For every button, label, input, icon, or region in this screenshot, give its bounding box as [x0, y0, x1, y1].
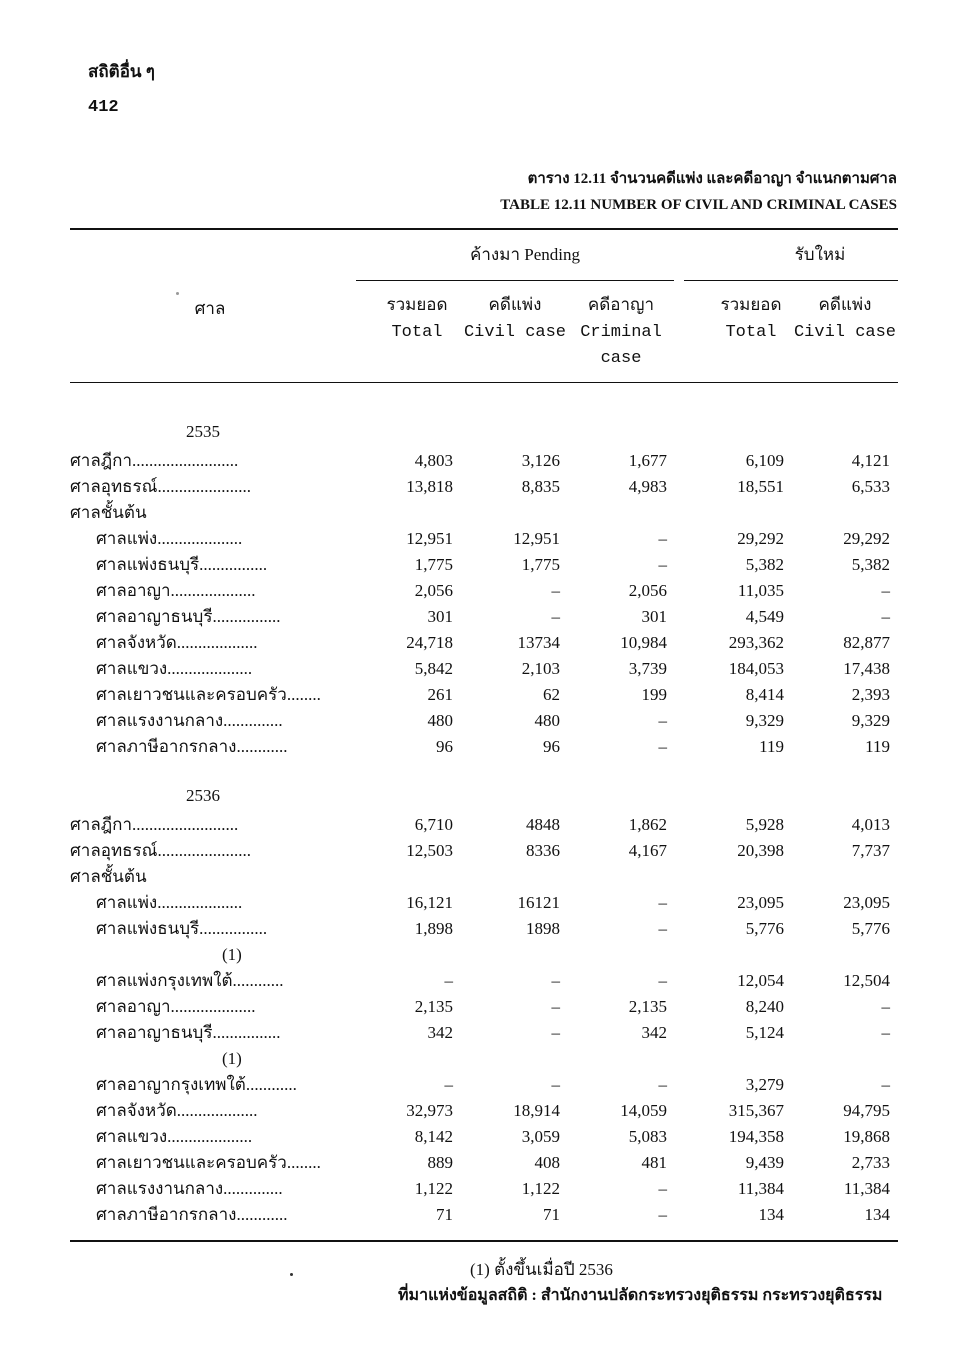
- cell-value: –: [881, 581, 890, 600]
- cell-value: 1,775: [521, 555, 560, 574]
- court-name: ศาลแขวง....................: [96, 1127, 253, 1146]
- cell-value: 3,059: [521, 1127, 560, 1146]
- cell-value: –: [658, 1205, 667, 1224]
- table-row: [0, 734, 966, 760]
- scan-speck: [290, 1273, 293, 1276]
- cell-value: 2,056: [414, 581, 453, 600]
- cell-value: 19,868: [843, 1127, 890, 1146]
- cell-value: –: [551, 581, 560, 600]
- cell-value: –: [658, 893, 667, 912]
- cell-value: 8,835: [521, 477, 560, 496]
- cell-value: 2,733: [851, 1153, 890, 1172]
- table-bottom-rule: [70, 1240, 898, 1242]
- cell-value: 4,803: [414, 451, 453, 470]
- cell-value: 23,095: [843, 893, 890, 912]
- cell-value: 20,398: [737, 841, 784, 860]
- header-bottom-rule: [70, 382, 898, 383]
- cell-value: 96: [543, 737, 560, 756]
- cell-value: 9,329: [851, 711, 890, 730]
- table-row: [0, 552, 966, 578]
- cell-value: 16,121: [406, 893, 453, 912]
- cell-value: 9,329: [745, 711, 784, 730]
- cell-value: 3,279: [745, 1075, 784, 1094]
- table-row: [0, 630, 966, 656]
- cell-value: –: [444, 971, 453, 990]
- cell-value: 342: [641, 1023, 667, 1042]
- cell-value: –: [551, 607, 560, 626]
- table-row: [0, 656, 966, 682]
- table-row: [0, 604, 966, 630]
- table-row: [0, 1072, 966, 1098]
- pending-criminal-header: คดีอาญา Criminal case: [580, 297, 662, 368]
- cell-value: –: [658, 711, 667, 730]
- cell-value: 315,367: [728, 1101, 784, 1120]
- year-heading: 2535: [186, 422, 220, 441]
- cell-value: 12,951: [513, 529, 560, 548]
- cell-value: 32,973: [406, 1101, 453, 1120]
- page-number: 412: [88, 98, 119, 117]
- table-row: [0, 1202, 966, 1228]
- table-row: [0, 578, 966, 604]
- cell-value: 5,382: [745, 555, 784, 574]
- court-name: ศาลชั้นต้น: [70, 867, 147, 886]
- table-row: [0, 1098, 966, 1124]
- table-row: [0, 968, 966, 994]
- note-marker: (1): [222, 1049, 242, 1068]
- table-row: [0, 1020, 966, 1046]
- source-note: ที่มาแห่งข้อมูลสถิติ : สำนักงานปลัดกระทรวงยุติธรรม กระทรวงยุติธรรม: [398, 1287, 883, 1304]
- cell-value: 1,122: [414, 1179, 453, 1198]
- court-name: ศาลเยาวชนและครอบครัว........: [96, 685, 321, 704]
- cell-value: –: [444, 1075, 453, 1094]
- court-name: ศาลจังหวัด...................: [96, 1101, 258, 1120]
- cell-value: 1898: [526, 919, 560, 938]
- cell-value: 2,393: [851, 685, 890, 704]
- cell-value: –: [551, 971, 560, 990]
- cell-value: 12,504: [843, 971, 890, 990]
- table-row: [0, 682, 966, 708]
- cell-value: 2,135: [414, 997, 453, 1016]
- cell-value: 16121: [517, 893, 560, 912]
- cell-value: 4,983: [628, 477, 667, 496]
- table-row: [0, 474, 966, 500]
- cell-value: 11,384: [737, 1179, 784, 1198]
- year-heading: 2536: [186, 786, 220, 805]
- cell-value: –: [658, 919, 667, 938]
- new-civil-header: คดีแพ่ง Civil case: [793, 297, 897, 342]
- cell-value: 29,292: [843, 529, 890, 548]
- cell-value: 9,439: [745, 1153, 784, 1172]
- cell-value: 4,121: [851, 451, 890, 470]
- cell-value: 1,122: [521, 1179, 560, 1198]
- cell-value: –: [551, 997, 560, 1016]
- cell-value: –: [881, 997, 890, 1016]
- table-row: [0, 994, 966, 1020]
- cell-value: 301: [641, 607, 667, 626]
- cell-value: 5,776: [745, 919, 784, 938]
- cell-value: 62: [543, 685, 560, 704]
- cell-value: 8,240: [745, 997, 784, 1016]
- table-title-en: TABLE 12.11 NUMBER OF CIVIL AND CRIMINAL CASES: [500, 197, 897, 213]
- cell-value: 4,549: [745, 607, 784, 626]
- cell-value: 184,053: [728, 659, 784, 678]
- pending-group-rule: [356, 280, 674, 281]
- cell-value: 3,739: [628, 659, 667, 678]
- court-name: ศาลอาญาธนบุรี................: [96, 1023, 281, 1042]
- court-column-header: ศาล: [194, 299, 226, 318]
- table-row: [0, 526, 966, 552]
- table-row: [0, 890, 966, 916]
- cell-value: 8,142: [414, 1127, 453, 1146]
- cell-value: –: [881, 1023, 890, 1042]
- table-row: [0, 708, 966, 734]
- cell-value: 71: [436, 1205, 453, 1224]
- table-row: [0, 500, 966, 526]
- cell-value: 4,013: [851, 815, 890, 834]
- cell-value: 8,414: [745, 685, 784, 704]
- cell-value: –: [658, 529, 667, 548]
- table-row: [0, 1176, 966, 1202]
- cell-value: –: [658, 1075, 667, 1094]
- cell-value: 480: [427, 711, 453, 730]
- table-row: [0, 1046, 966, 1072]
- table-row: [0, 942, 966, 968]
- cell-value: 12,054: [737, 971, 784, 990]
- cell-value: 18,551: [737, 477, 784, 496]
- court-name: ศาลแรงงานกลาง..............: [96, 1179, 283, 1198]
- table-title: [500, 166, 897, 218]
- cell-value: 71: [543, 1205, 560, 1224]
- table-top-rule: [70, 228, 898, 230]
- cell-value: 342: [427, 1023, 453, 1042]
- cell-value: 5,928: [745, 815, 784, 834]
- cell-value: 1,862: [628, 815, 667, 834]
- new-group-header: รับใหม่: [794, 245, 846, 264]
- note-marker: (1): [222, 945, 242, 964]
- cell-value: 194,358: [728, 1127, 784, 1146]
- new-total-header: รวมยอด Total: [720, 297, 782, 342]
- cell-value: 2,056: [628, 581, 667, 600]
- cell-value: 293,362: [728, 633, 784, 652]
- page-header: [88, 54, 155, 126]
- cell-value: –: [658, 737, 667, 756]
- cell-value: 5,776: [851, 919, 890, 938]
- table-row: [0, 864, 966, 890]
- court-name: ศาลภาษีอากรกลาง............: [96, 1205, 288, 1224]
- cell-value: –: [881, 607, 890, 626]
- cell-value: 889: [427, 1153, 453, 1172]
- cell-value: 4,167: [628, 841, 667, 860]
- court-name: ศาลแพ่ง....................: [96, 529, 243, 548]
- court-name: ศาลแพ่งธนบุรี................: [96, 919, 268, 938]
- court-name: ศาลชั้นต้น: [70, 503, 147, 522]
- cell-value: 6,109: [745, 451, 784, 470]
- court-name: ศาลแพ่งกรุงเทพใต้............: [96, 971, 284, 990]
- cell-value: 134: [758, 1205, 784, 1224]
- cell-value: 408: [534, 1153, 560, 1172]
- cell-value: 5,382: [851, 555, 890, 574]
- new-group-rule: [684, 280, 898, 281]
- cell-value: 96: [436, 737, 453, 756]
- table-row: [0, 812, 966, 838]
- table-row: [0, 1124, 966, 1150]
- cell-value: 94,795: [843, 1101, 890, 1120]
- cell-value: 301: [427, 607, 453, 626]
- cell-value: –: [881, 1075, 890, 1094]
- footnote: (1) ตั้งขึ้นเมื่อปี 2536: [470, 1260, 613, 1279]
- table-row: [0, 838, 966, 864]
- table-row: [0, 1150, 966, 1176]
- cell-value: 6,710: [414, 815, 453, 834]
- cell-value: 134: [864, 1205, 890, 1224]
- court-name: ศาลอาญา....................: [96, 581, 256, 600]
- court-name: ศาลฎีกา.........................: [70, 451, 239, 470]
- pending-total-header: รวมยอด Total: [386, 297, 448, 342]
- pending-civil-header: คดีแพ่ง Civil case: [463, 297, 567, 342]
- court-name: ศาลอาญาธนบุรี................: [96, 607, 281, 626]
- court-name: ศาลอาญากรุงเทพใต้............: [96, 1075, 297, 1094]
- court-name: ศาลฎีกา.........................: [70, 815, 239, 834]
- table-row: [0, 448, 966, 474]
- cell-value: 24,718: [406, 633, 453, 652]
- cell-value: 7,737: [851, 841, 890, 860]
- cell-value: 5,124: [745, 1023, 784, 1042]
- cell-value: –: [658, 971, 667, 990]
- court-name: ศาลแพ่งธนบุรี................: [96, 555, 268, 574]
- cell-value: 12,951: [406, 529, 453, 548]
- cell-value: 5,842: [414, 659, 453, 678]
- cell-value: 18,914: [513, 1101, 560, 1120]
- cell-value: 2,135: [628, 997, 667, 1016]
- court-name: ศาลจังหวัด...................: [96, 633, 258, 652]
- cell-value: 82,877: [843, 633, 890, 652]
- cell-value: 13,818: [406, 477, 453, 496]
- cell-value: 14,059: [620, 1101, 667, 1120]
- court-name: ศาลแขวง....................: [96, 659, 253, 678]
- cell-value: –: [551, 1023, 560, 1042]
- cell-value: 11,035: [737, 581, 784, 600]
- court-name: ศาลภาษีอากรกลาง............: [96, 737, 288, 756]
- cell-value: 261: [427, 685, 453, 704]
- court-name: ศาลแรงงานกลาง..............: [96, 711, 283, 730]
- table-title-th: ตาราง 12.11 จำนวนคดีแพ่ง และคดีอาญา จำแนกตามศาล: [527, 171, 897, 187]
- cell-value: –: [658, 1179, 667, 1198]
- cell-value: 119: [865, 737, 890, 756]
- cell-value: 17,438: [843, 659, 890, 678]
- cell-value: 1,677: [628, 451, 667, 470]
- pending-group-header: ค้างมา Pending: [470, 245, 580, 264]
- cell-value: 1,898: [414, 919, 453, 938]
- cell-value: 481: [641, 1153, 667, 1172]
- cell-value: 5,083: [628, 1127, 667, 1146]
- cell-value: 2,103: [521, 659, 560, 678]
- court-name: ศาลแพ่ง....................: [96, 893, 243, 912]
- cell-value: 199: [641, 685, 667, 704]
- cell-value: 11,384: [843, 1179, 890, 1198]
- cell-value: 10,984: [620, 633, 667, 652]
- cell-value: 3,126: [521, 451, 560, 470]
- cell-value: 12,503: [406, 841, 453, 860]
- court-name: ศาลอุทธรณ์......................: [70, 477, 251, 496]
- cell-value: 23,095: [737, 893, 784, 912]
- cell-value: 1,775: [414, 555, 453, 574]
- cell-value: –: [658, 555, 667, 574]
- cell-value: 29,292: [737, 529, 784, 548]
- court-name: ศาลอุทธรณ์......................: [70, 841, 251, 860]
- scan-speck: [176, 292, 179, 295]
- cell-value: 4848: [526, 815, 560, 834]
- cell-value: 480: [534, 711, 560, 730]
- cell-value: 6,533: [851, 477, 890, 496]
- table-row: [0, 916, 966, 942]
- court-name: ศาลเยาวชนและครอบครัว........: [96, 1153, 321, 1172]
- section-label: สถิติอื่น ๆ: [88, 62, 155, 81]
- cell-value: 8336: [526, 841, 560, 860]
- court-name: ศาลอาญา....................: [96, 997, 256, 1016]
- cell-value: –: [551, 1075, 560, 1094]
- cell-value: 119: [759, 737, 784, 756]
- cell-value: 13734: [517, 633, 560, 652]
